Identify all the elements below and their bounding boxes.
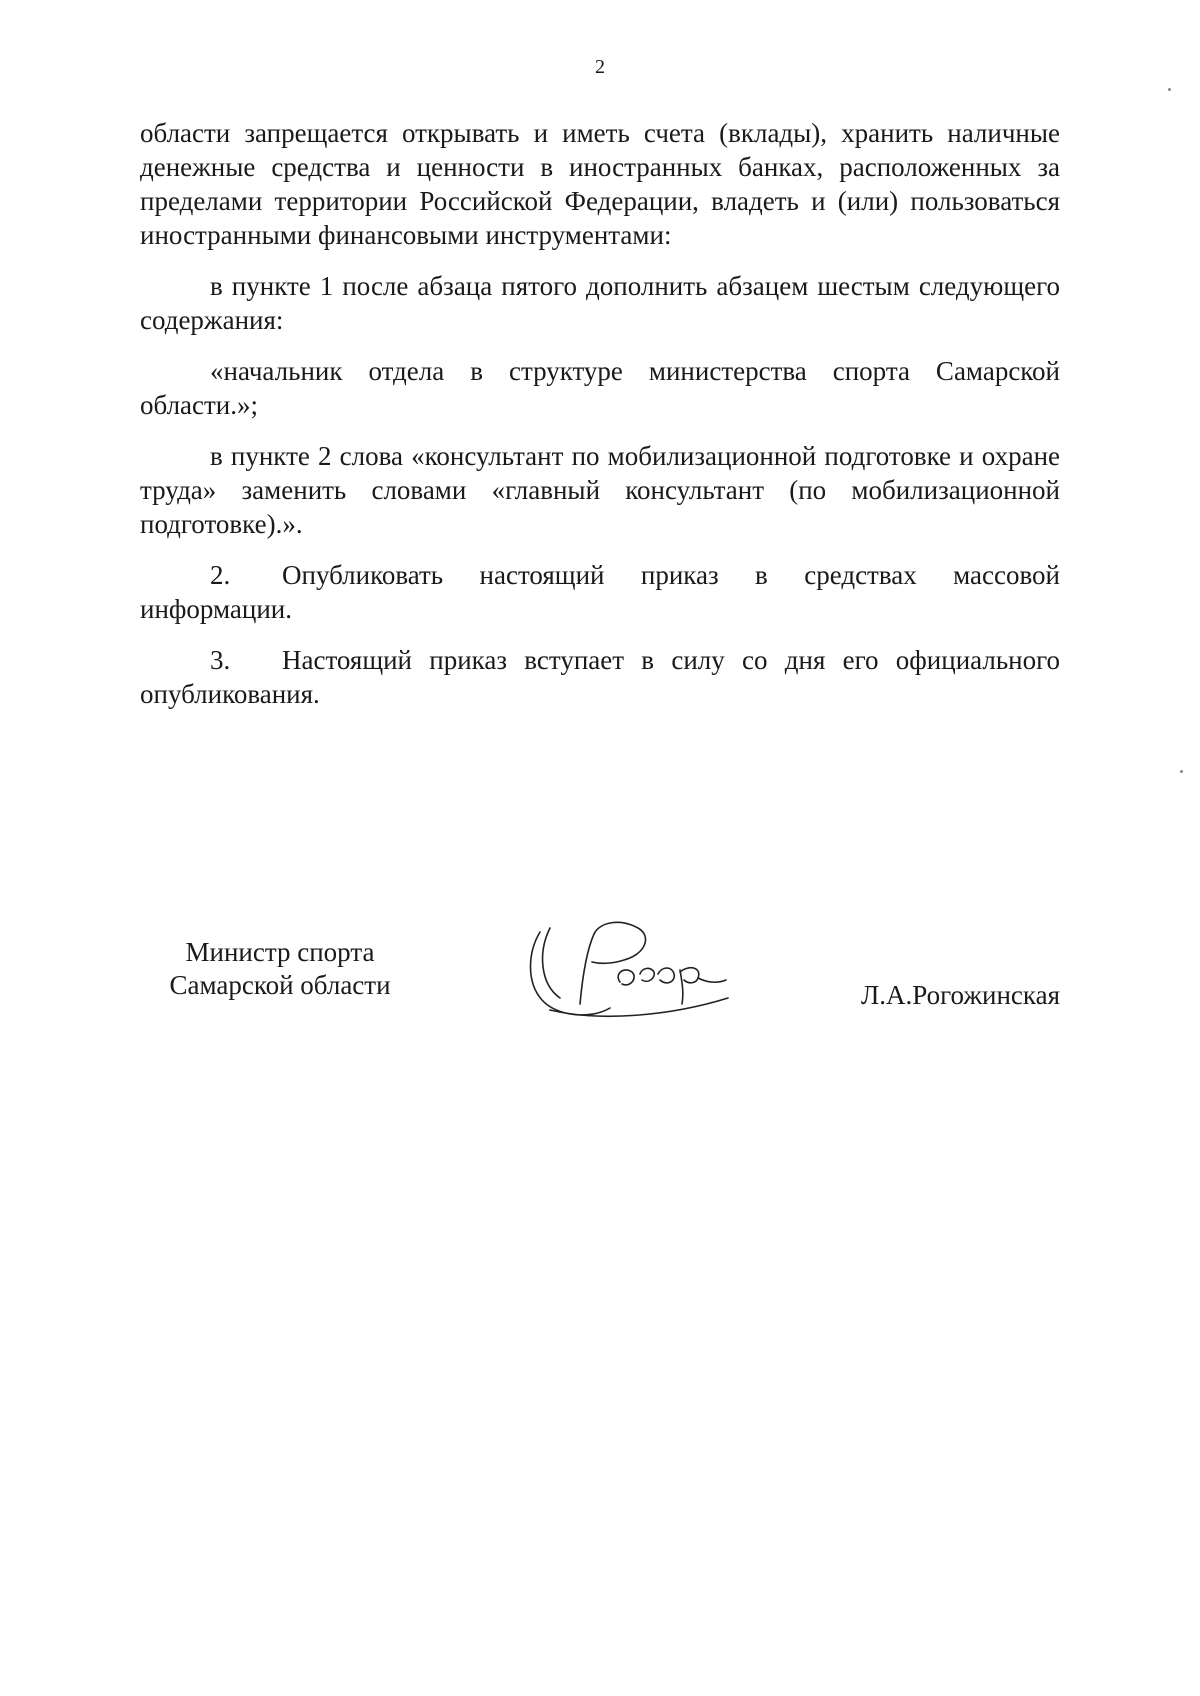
paragraph-amendment-point-1: в пункте 1 после абзаца пятого дополнить абзацем шестым следующего содержания:: [140, 271, 1060, 335]
item-text: Настоящий приказ вступает в силу со дня его официального опубликования.: [140, 645, 1060, 709]
item-number: 2.: [210, 560, 231, 590]
item-number: 3.: [210, 645, 231, 675]
paragraph-continuation: области запрещается открывать и иметь счета (вклады), хранить наличные денежные средства и ценности в иностранных банках, расположенных за пределами территории Российской Федерации, владеть и (или) пользоваться иностранными финансовыми инструментами:: [140, 118, 1060, 250]
page-number: 2: [595, 56, 605, 78]
numbered-item-3: [140, 643, 1060, 711]
scan-artifact: [1180, 770, 1183, 773]
signatory-name: Л.А.Рогожинская: [860, 980, 1060, 1010]
paragraph-amendment-point-2: в пункте 2 слова «консультант по мобилизационной подготовке и охране труда» заменить словами «главный консультант (по мобилизационной подготовке).».: [140, 441, 1060, 539]
signatory-title-line-2: Самарской области: [169, 970, 391, 1000]
handwritten-signature: [520, 912, 750, 1032]
signatory-title-line-1: Министр спорта: [185, 937, 375, 967]
numbered-item-2: [140, 558, 1060, 626]
signatory-title: [150, 936, 410, 1002]
scan-artifact: [1168, 88, 1171, 91]
item-text: Опубликовать настоящий приказ в средствах массовой информации.: [140, 560, 1060, 624]
paragraph-quoted-text: «начальник отдела в структуре министерства спорта Самарской области.»;: [140, 356, 1060, 420]
document-body: [140, 116, 1060, 728]
